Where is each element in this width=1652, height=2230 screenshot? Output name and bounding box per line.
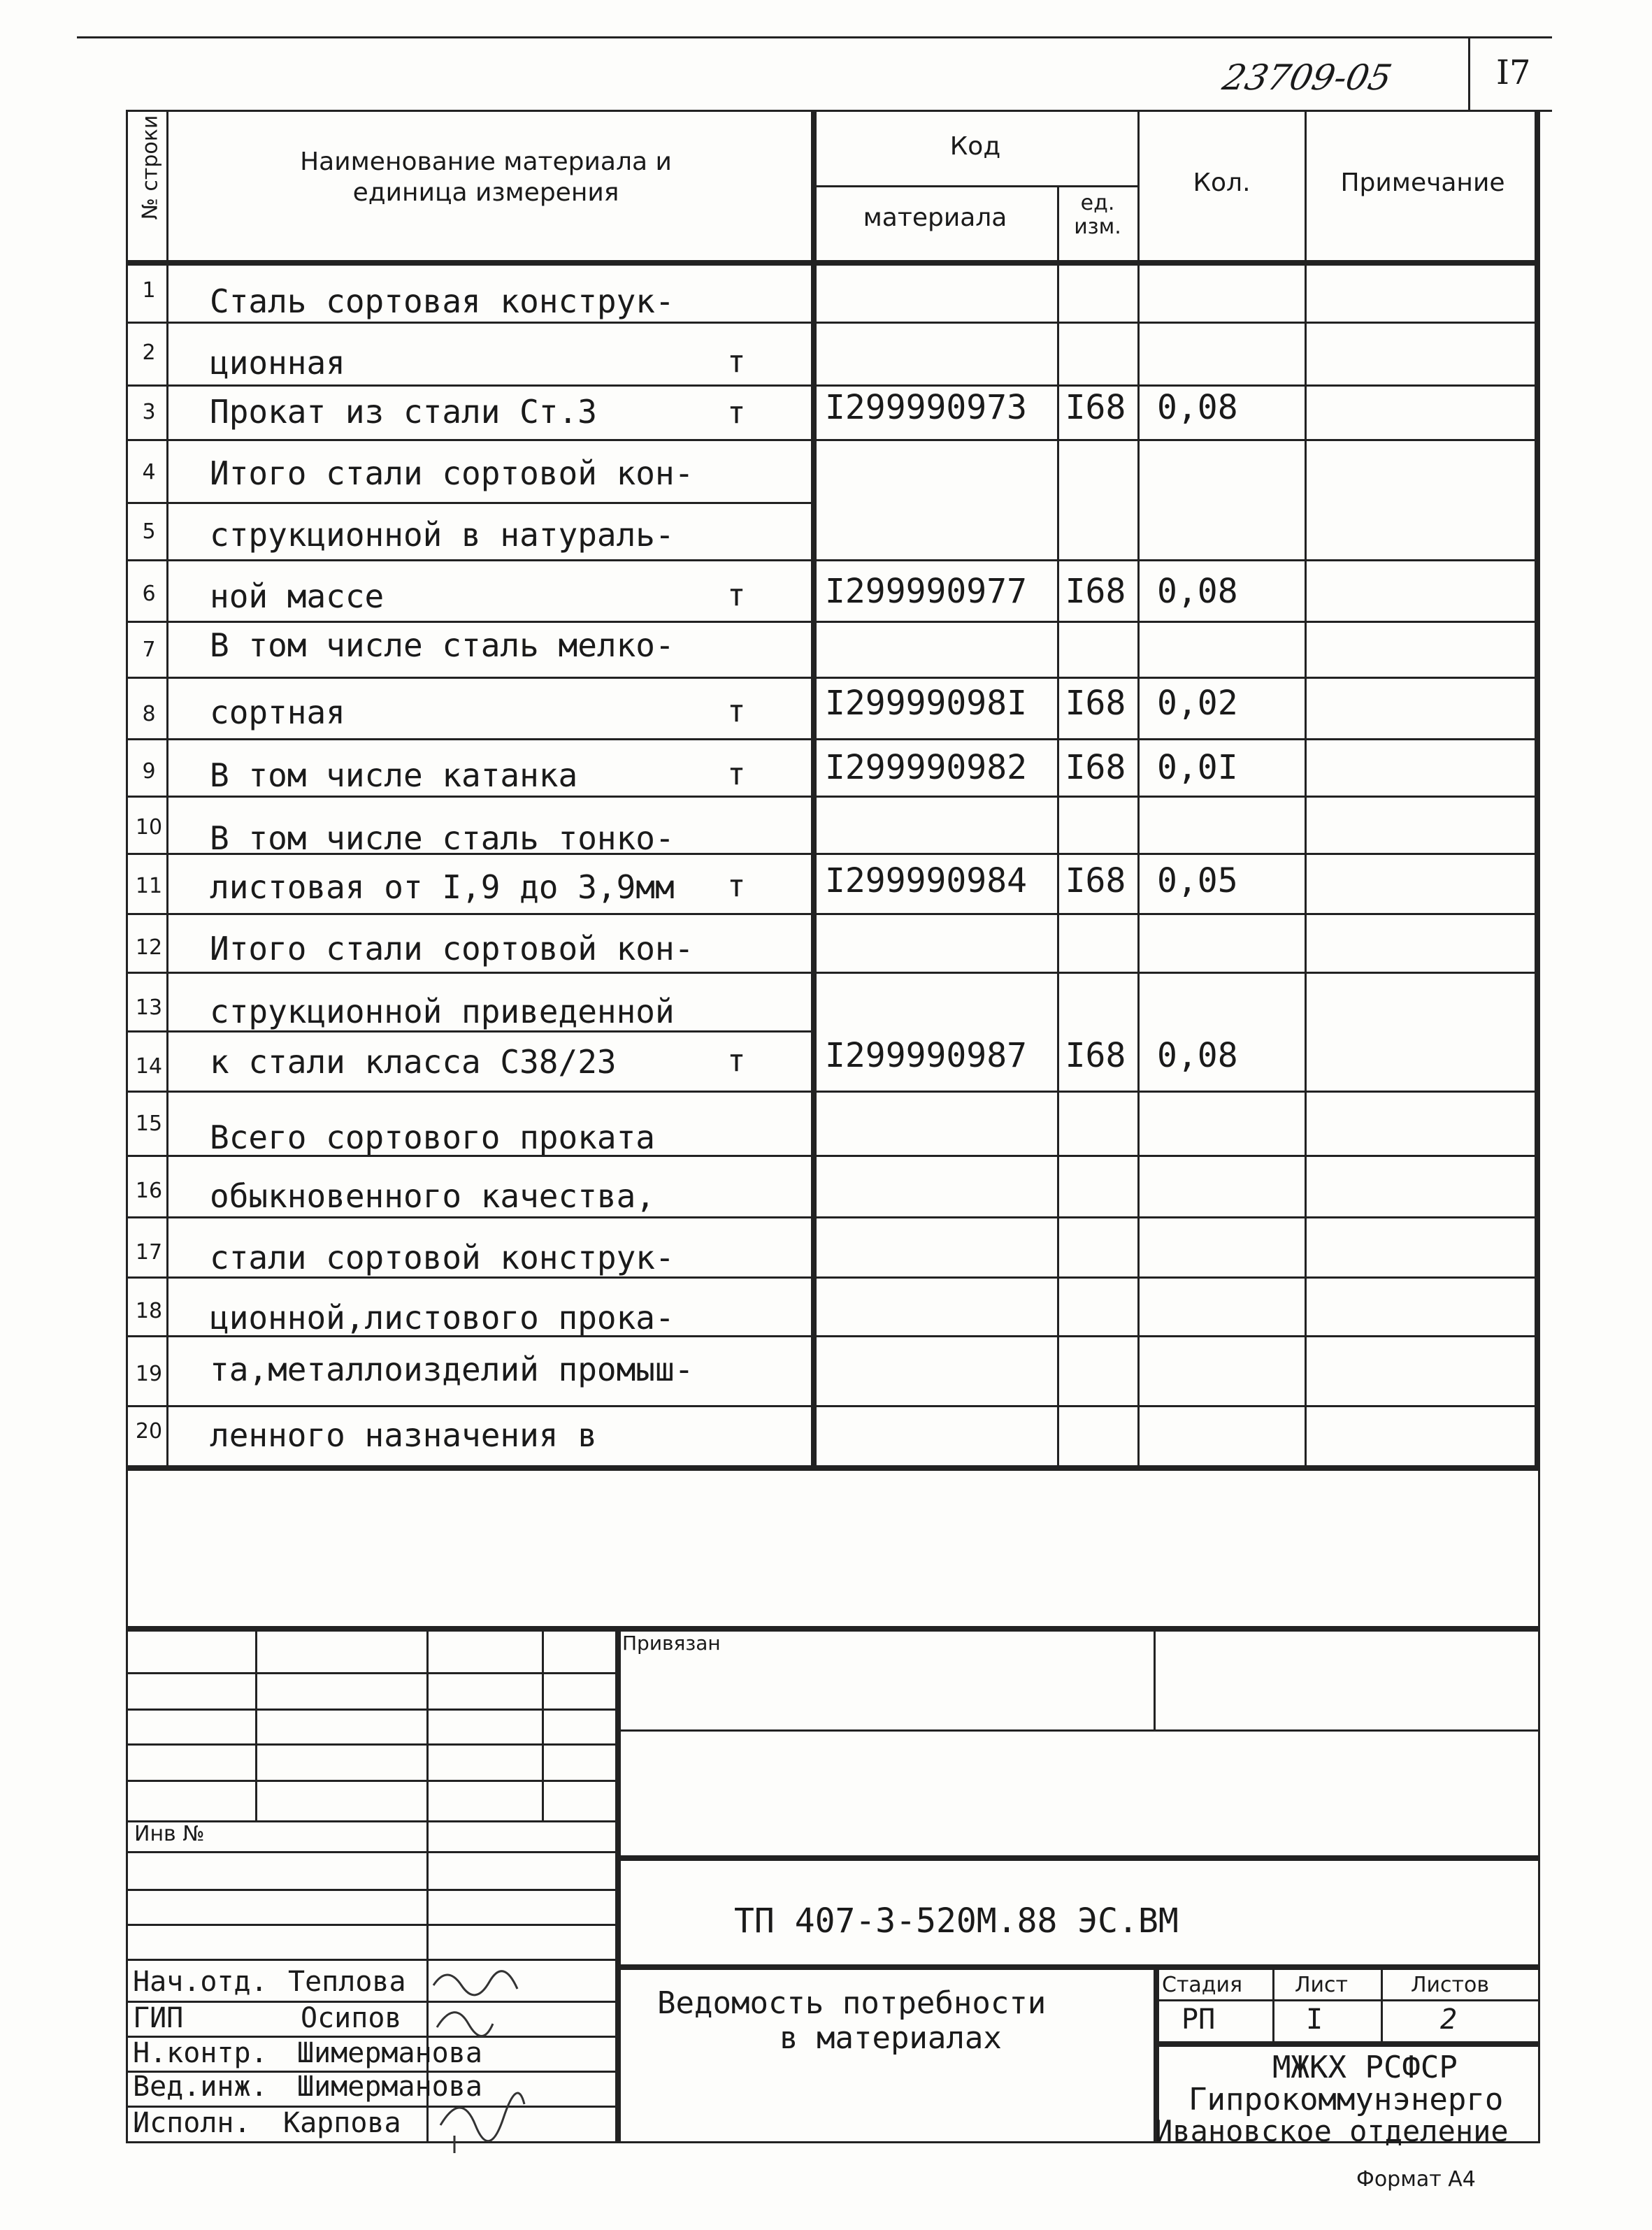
row-number: 3 [142, 400, 156, 424]
stamp-row [1154, 1999, 1538, 2001]
col-line-note [1305, 110, 1307, 1469]
row-unit: т [727, 344, 746, 380]
organization-line3: Ивановское отделение [1155, 2114, 1509, 2148]
row-meas-unit: I68 [1065, 684, 1126, 723]
document-title-line2: в материалах [780, 2020, 1002, 2056]
stamp-row [615, 1964, 1538, 1970]
row-name: сортная [210, 693, 345, 731]
header-code-material: материала [863, 203, 1007, 232]
frame-top [126, 110, 1552, 112]
stamp-row [126, 1924, 615, 1926]
row-line [126, 322, 1535, 324]
row-qty: 0,08 [1157, 1036, 1238, 1075]
row-meas-unit: I68 [1065, 1036, 1126, 1075]
header-name: Наименование материала и единица измерения [300, 148, 672, 207]
row-number: 1 [142, 278, 156, 303]
row-qty: 0,0I [1157, 748, 1238, 787]
signature-role: Нач.отд. [133, 1966, 268, 1998]
row-number: 7 [142, 638, 156, 662]
inv-number-label: Инв № [134, 1822, 205, 1846]
header-code-split [811, 185, 1137, 187]
sheet-value: I [1306, 2004, 1323, 2036]
row-qty: 0,02 [1157, 684, 1238, 723]
row-name: ной массе [210, 577, 385, 615]
row-line [126, 1091, 1535, 1093]
row-line [126, 621, 1535, 623]
row-unit: т [727, 577, 746, 613]
row-number: 4 [142, 460, 156, 484]
row-number: 15 [135, 1112, 163, 1136]
col-line-num [166, 110, 168, 1469]
row-name: струкционной в натураль- [210, 516, 675, 554]
col-line-code [811, 110, 817, 1469]
sheets-value: 2 [1440, 2004, 1458, 2036]
row-code: I299990984 [825, 861, 1027, 900]
header-qty: Кол. [1193, 168, 1251, 197]
row-line [126, 853, 1535, 855]
stamp-row [126, 1851, 615, 1853]
signature-name: Шимерманова [297, 2071, 482, 2103]
organization-line2: Гипрокоммунэнерго [1188, 2082, 1504, 2117]
stamp-top [126, 1626, 1538, 1632]
doc-number: 23709-05 [1219, 57, 1395, 98]
row-code: I299990977 [825, 572, 1027, 611]
stamp-divider [615, 1626, 621, 2141]
stamp-col [542, 1626, 544, 1822]
designation: ТП 407-3-520М.88 ЭС.ВМ [734, 1901, 1179, 1941]
stamp-row [126, 1709, 615, 1711]
row-line [126, 1030, 811, 1033]
row-code: I299990987 [825, 1036, 1027, 1075]
row-name: струкционной приведенной [210, 993, 675, 1030]
header-code: Код [949, 132, 1001, 161]
organization-line1: МЖКХ РСФСР [1272, 2050, 1458, 2085]
stamp-row [126, 1672, 615, 1674]
row-line [126, 559, 1535, 561]
sheets-label: Листов [1411, 1973, 1490, 1997]
stage-label: Стадия [1162, 1973, 1243, 1997]
frame-left [126, 110, 128, 2143]
signature-name: Шимерманова [297, 2037, 482, 2069]
row-number: 18 [135, 1299, 163, 1323]
row-line [126, 1335, 1535, 1337]
row-number: 13 [135, 995, 163, 1020]
stamp-col [255, 1626, 257, 1822]
row-number: 9 [142, 759, 156, 784]
page-number-box-left [1468, 36, 1470, 110]
header-row-no: № строки [138, 115, 163, 220]
row-meas-unit: I68 [1065, 861, 1126, 900]
row-unit: т [727, 868, 746, 904]
row-number: 17 [135, 1240, 163, 1265]
row-number: 19 [135, 1362, 163, 1386]
row-unit: т [727, 756, 746, 792]
row-line [126, 677, 1535, 679]
row-line [126, 1276, 1535, 1279]
row-name: Всего сортового проката [210, 1118, 655, 1156]
stamp-row [126, 1889, 615, 1891]
stamp-col [1272, 1964, 1274, 2041]
stamp-row [126, 1780, 615, 1782]
signature-name: Осипов [301, 2002, 402, 2034]
row-number: 20 [135, 1419, 163, 1444]
signature-name: Теплова [288, 1966, 406, 1998]
row-number: 8 [142, 702, 156, 726]
stamp-col [1154, 1626, 1156, 1731]
col-line-qty [1137, 110, 1140, 1469]
stamp-row [615, 1855, 1538, 1861]
row-name: ционная [210, 344, 345, 382]
row-name: Итого стали сортовой кон- [210, 454, 694, 492]
signature-role: Исполн. [133, 2107, 251, 2139]
row-qty: 0,05 [1157, 861, 1238, 900]
row-number: 12 [135, 935, 163, 960]
header-bottom [126, 260, 1538, 266]
privyazan-label: Привязан [622, 1632, 721, 1655]
row-qty: 0,08 [1157, 388, 1238, 427]
row-name: В том числе сталь тонко- [210, 819, 675, 857]
row-name: стали сортовой конструк- [210, 1239, 675, 1276]
row-name: обыкновенного качества, [210, 1177, 655, 1215]
row-number: 6 [142, 582, 156, 606]
signature-name: Карпова [283, 2107, 401, 2139]
row-meas-unit: I68 [1065, 572, 1126, 611]
row-number: 14 [135, 1054, 163, 1079]
signature-role: Вед.инж. [133, 2071, 268, 2103]
row-unit: т [727, 693, 746, 729]
row-line [126, 384, 1535, 387]
row-name: ленного назначения в [210, 1416, 597, 1454]
row-name: Итого стали сортовой кон- [210, 930, 694, 967]
stamp-row [1154, 2041, 1538, 2047]
row-name: Прокат из стали Ст.3 [210, 393, 597, 431]
row-number: 16 [135, 1179, 163, 1203]
row-name: листовая от I,9 до 3,9мм [210, 868, 675, 906]
table-bottom [126, 1465, 1538, 1471]
row-code: I29999098I [825, 684, 1027, 723]
row-name: В том числе сталь мелко- [210, 626, 675, 664]
stamp-row [126, 1743, 615, 1746]
sheet-label: Лист [1295, 1973, 1349, 1997]
row-number: 11 [135, 874, 163, 898]
row-name: ционной,листового прока- [210, 1299, 675, 1337]
row-name: Сталь сортовая конструк- [210, 282, 675, 320]
row-line [126, 972, 1535, 974]
stamp-col [1381, 1964, 1383, 2041]
row-line [126, 502, 811, 504]
document-title-line1: Ведомость потребности [657, 1985, 1047, 2021]
handwritten-signatures-icon [426, 1957, 552, 2153]
row-meas-unit: I68 [1065, 748, 1126, 787]
row-unit: т [727, 395, 746, 431]
row-meas-unit: I68 [1065, 388, 1126, 427]
header-note: Примечание [1340, 168, 1505, 197]
format-label: Формат А4 [1356, 2167, 1476, 2192]
top-rule [77, 36, 1552, 38]
signature-role: ГИП [133, 2002, 184, 2034]
row-unit: т [727, 1043, 746, 1079]
row-code: I299990973 [825, 388, 1027, 427]
row-code: I299990982 [825, 748, 1027, 787]
row-name: к стали класса С38/23 [210, 1043, 617, 1081]
row-line [126, 439, 1535, 441]
row-name: та,металлоизделий промыш- [210, 1351, 694, 1388]
row-line [126, 1216, 1535, 1218]
row-number: 5 [142, 519, 156, 544]
row-line [126, 738, 1535, 740]
row-line [126, 1405, 1535, 1407]
row-number: 10 [135, 815, 163, 840]
row-line [126, 913, 1535, 915]
col-line-right [1535, 110, 1540, 1469]
row-line [126, 1155, 1535, 1157]
page-number: I7 [1496, 53, 1531, 92]
row-number: 2 [142, 340, 156, 365]
stamp-row [615, 1729, 1538, 1732]
row-line [126, 796, 1535, 798]
row-qty: 0,08 [1157, 572, 1238, 611]
signature-role: Н.контр. [133, 2037, 268, 2069]
header-code-unit: ед. изм. [1074, 191, 1121, 239]
row-name: В том числе катанка [210, 756, 578, 794]
stage-value: РП [1181, 2004, 1216, 2036]
